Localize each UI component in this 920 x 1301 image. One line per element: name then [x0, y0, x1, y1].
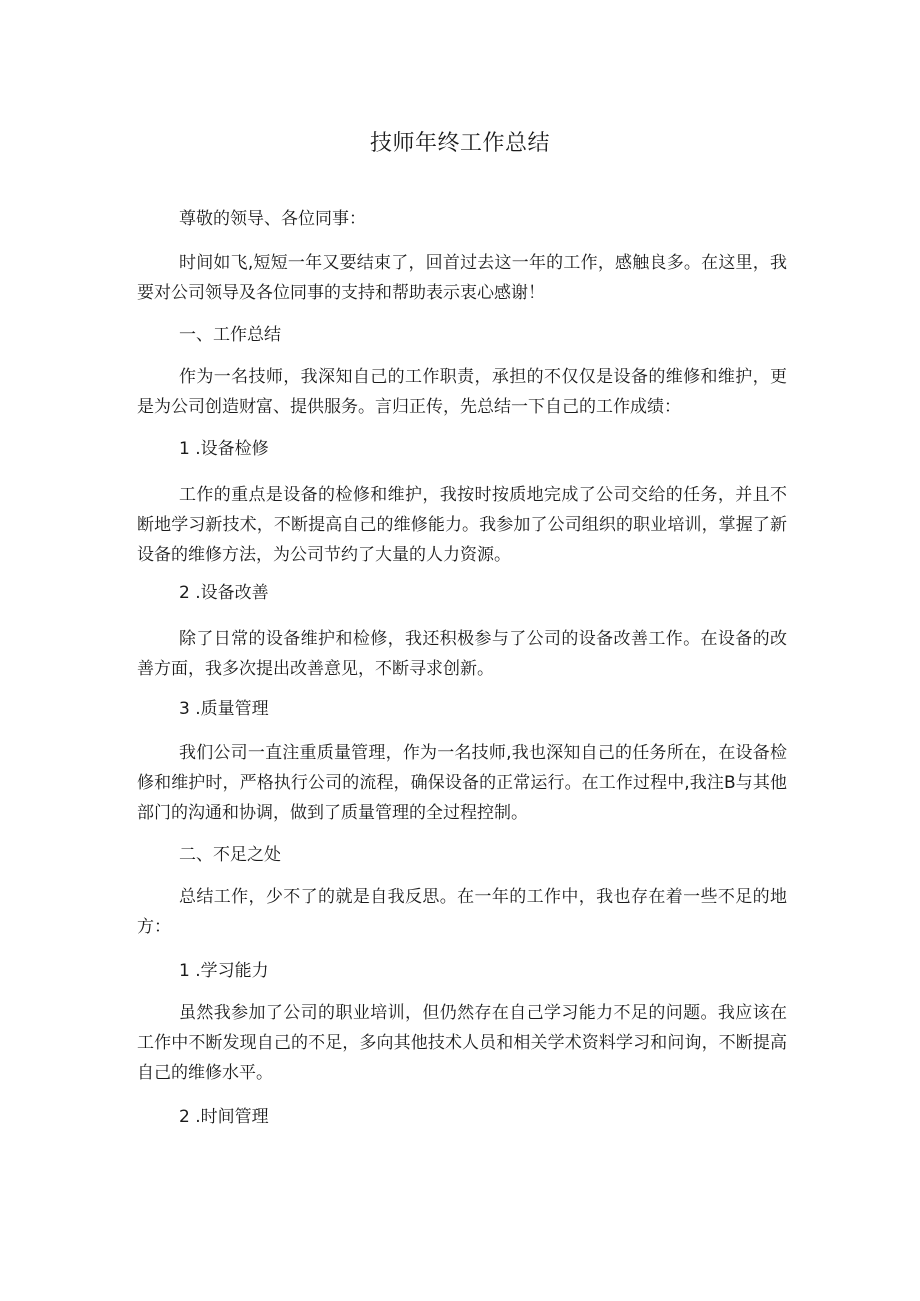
item-paragraph-equipment-improvement: 除了日常的设备维护和检修，我还积极参与了公司的设备改善工作。在设备的改善方面，我多次提出改善意见，不断寻求创新。	[137, 629, 787, 679]
intro-paragraph: 时间如飞,短短一年又要结束了，回首过去这一年的工作，感触良多。在这里，我要对公司领导及各位同事的支持和帮助表示衷心感谢！	[137, 253, 787, 303]
greeting: 尊敬的领导、各位同事：	[179, 209, 366, 229]
item-heading-time-management: 2 .时间管理	[179, 1107, 269, 1127]
document-title: 技师年终工作总结	[369, 131, 550, 156]
item-paragraph-equipment-repair: 工作的重点是设备的检修和维护，我按时按质地完成了公司交给的任务，并且不断地学习新技术，不断提高自己的维修能力。我参加了公司组织的职业培训，掌握了新设备的维修方法，为公司节约了大量的人力资源。	[137, 485, 787, 565]
section-heading-shortcomings: 二、不足之处	[179, 845, 281, 865]
item-paragraph-quality-management: 我们公司一直注重质量管理，作为一名技师,我也深知自己的任务所在，在设备检修和维护时，严格执行公司的流程，确保设备的正常运行。在工作过程中,我注B与其他部门的沟通和协调，做到了质量管理的全过程控制。	[137, 743, 787, 823]
item-heading-quality-management: 3 .质量管理	[179, 699, 269, 719]
item-paragraph-learning-ability: 虽然我参加了公司的职业培训，但仍然存在自己学习能力不足的问题。我应该在工作中不断发现自己的不足，多向其他技术人员和相关学术资料学习和问询，不断提高自己的维修水平。	[137, 1003, 787, 1083]
item-heading-equipment-improvement: 2 .设备改善	[179, 583, 269, 603]
section-intro-shortcomings: 总结工作，少不了的就是自我反思。在一年的工作中，我也存在着一些不足的地方：	[137, 887, 787, 937]
item-heading-learning-ability: 1 .学习能力	[179, 961, 269, 981]
section-heading-work-summary: 一、工作总结	[179, 325, 281, 345]
item-heading-equipment-repair: 1 .设备检修	[179, 439, 269, 459]
section-intro-paragraph: 作为一名技师，我深知自己的工作职责，承担的不仅仅是设备的维修和维护，更是为公司创造财富、提供服务。言归正传，先总结一下自己的工作成绩：	[137, 367, 787, 417]
